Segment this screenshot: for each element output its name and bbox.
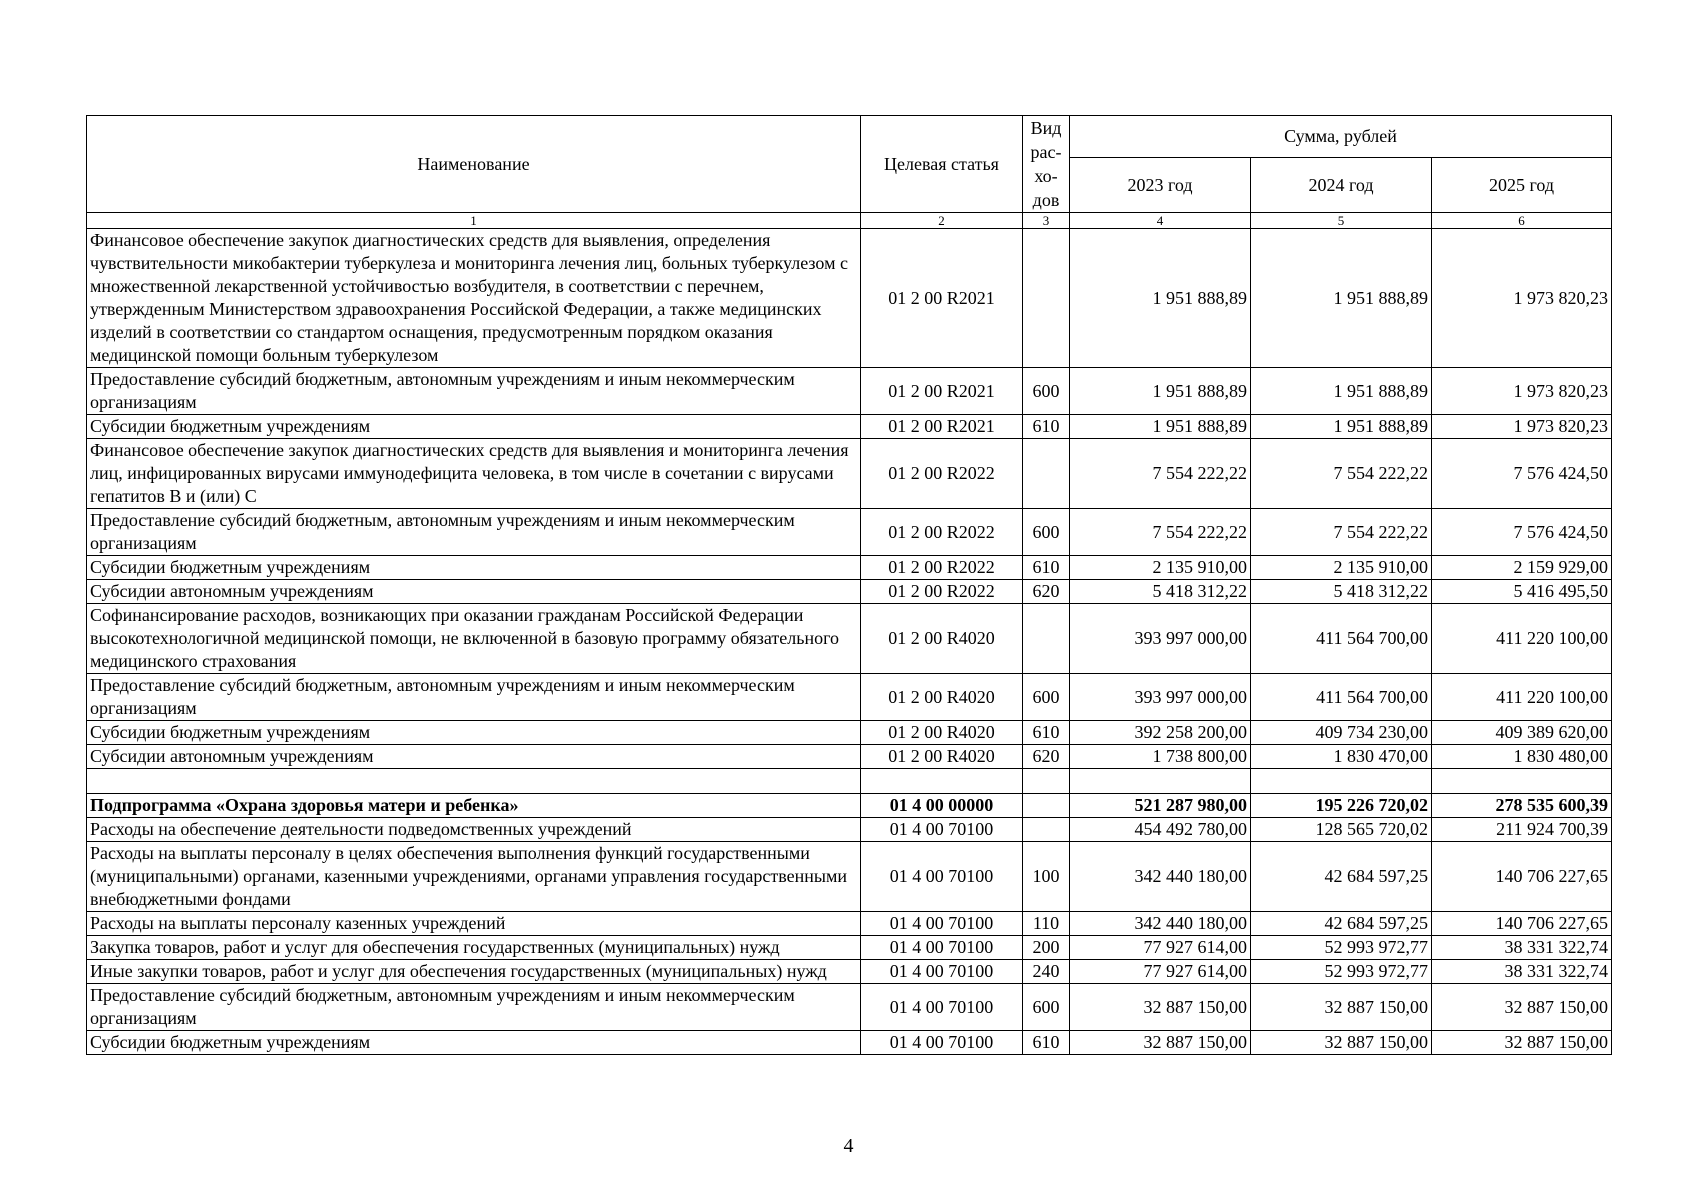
row-sum-2023: 392 258 200,00 [1070, 721, 1251, 745]
row-sum-2023: 342 440 180,00 [1070, 912, 1251, 936]
row-sum-2023: 7 554 222,22 [1070, 439, 1251, 509]
column-number-row [87, 213, 1612, 229]
table-row [87, 509, 1612, 556]
row-sum-2025: 7 576 424,50 [1432, 439, 1612, 509]
row-expense-type: 620 [1023, 580, 1070, 604]
header-year-2023: 2023 год [1070, 158, 1251, 213]
row-sum-2025: 140 706 227,65 [1432, 842, 1612, 912]
column-number: 6 [1432, 213, 1612, 229]
row-target-article: 01 2 00 R2021 [861, 229, 1023, 368]
row-name: Расходы на обеспечение деятельности подведомственных учреждений [87, 818, 861, 842]
row-sum-2023: 77 927 614,00 [1070, 960, 1251, 984]
row-expense-type: 610 [1023, 415, 1070, 439]
table-row [87, 604, 1612, 674]
header-sum: Сумма, рублей [1070, 116, 1612, 158]
table-row [87, 368, 1612, 415]
row-sum-2024: 409 734 230,00 [1251, 721, 1432, 745]
row-sum-2025: 7 576 424,50 [1432, 509, 1612, 556]
row-target-article: 01 2 00 R2022 [861, 509, 1023, 556]
page-number: 4 [843, 1135, 854, 1157]
row-target-article: 01 2 00 R2022 [861, 556, 1023, 580]
column-number: 4 [1070, 213, 1251, 229]
row-sum-2025: 409 389 620,00 [1432, 721, 1612, 745]
row-sum-2025: 1 973 820,23 [1432, 368, 1612, 415]
table-row [87, 960, 1612, 984]
row-target-article: 01 2 00 R4020 [861, 721, 1023, 745]
row-sum-2023: 1 951 888,89 [1070, 229, 1251, 368]
row-sum-2023 [1070, 769, 1251, 794]
table-row [87, 229, 1612, 368]
row-target-article [861, 769, 1023, 794]
column-number: 1 [87, 213, 861, 229]
table-row [87, 580, 1612, 604]
row-expense-type: 600 [1023, 509, 1070, 556]
row-sum-2025: 1 973 820,23 [1432, 415, 1612, 439]
header-expense-type: Вид рас-хо-дов [1023, 116, 1070, 213]
row-expense-type: 100 [1023, 842, 1070, 912]
row-expense-type: 610 [1023, 1031, 1070, 1055]
table-row [87, 984, 1612, 1031]
column-number: 3 [1023, 213, 1070, 229]
row-sum-2024: 411 564 700,00 [1251, 604, 1432, 674]
table-row [87, 818, 1612, 842]
row-sum-2024: 42 684 597,25 [1251, 842, 1432, 912]
row-name: Предоставление субсидий бюджетным, автономным учреждениям и иным некоммерческим организациям [87, 674, 861, 721]
row-name: Расходы на выплаты персоналу казенных учреждений [87, 912, 861, 936]
row-expense-type: 620 [1023, 745, 1070, 769]
row-sum-2025: 411 220 100,00 [1432, 674, 1612, 721]
row-name: Субсидии бюджетным учреждениям [87, 1031, 861, 1055]
table-body [87, 229, 1612, 1055]
row-sum-2024: 411 564 700,00 [1251, 674, 1432, 721]
row-target-article: 01 2 00 R2022 [861, 580, 1023, 604]
row-expense-type: 600 [1023, 674, 1070, 721]
row-sum-2025: 1 973 820,23 [1432, 229, 1612, 368]
header-target-article: Целевая статья [861, 116, 1023, 213]
table-row [87, 1031, 1612, 1055]
budget-table [86, 115, 1612, 1055]
row-sum-2023: 521 287 980,00 [1070, 794, 1251, 818]
table-row [87, 721, 1612, 745]
row-sum-2024: 7 554 222,22 [1251, 509, 1432, 556]
row-expense-type [1023, 604, 1070, 674]
header-name: Наименование [87, 116, 861, 213]
row-sum-2023: 454 492 780,00 [1070, 818, 1251, 842]
row-expense-type: 600 [1023, 368, 1070, 415]
row-sum-2024: 128 565 720,02 [1251, 818, 1432, 842]
row-sum-2023: 393 997 000,00 [1070, 674, 1251, 721]
row-target-article: 01 4 00 70100 [861, 984, 1023, 1031]
row-name: Субсидии бюджетным учреждениям [87, 415, 861, 439]
column-number: 2 [861, 213, 1023, 229]
row-name: Подпрограмма «Охрана здоровья матери и ребенка» [87, 794, 861, 818]
row-sum-2024: 52 993 972,77 [1251, 960, 1432, 984]
table-row [87, 556, 1612, 580]
row-sum-2024: 1 951 888,89 [1251, 368, 1432, 415]
row-sum-2025: 38 331 322,74 [1432, 936, 1612, 960]
row-expense-type [1023, 794, 1070, 818]
row-name: Субсидии бюджетным учреждениям [87, 556, 861, 580]
row-sum-2023: 5 418 312,22 [1070, 580, 1251, 604]
row-name: Субсидии автономным учреждениям [87, 580, 861, 604]
row-sum-2024: 52 993 972,77 [1251, 936, 1432, 960]
row-sum-2025: 32 887 150,00 [1432, 1031, 1612, 1055]
row-sum-2024: 32 887 150,00 [1251, 984, 1432, 1031]
row-target-article: 01 4 00 70100 [861, 1031, 1023, 1055]
row-sum-2025: 38 331 322,74 [1432, 960, 1612, 984]
row-target-article: 01 2 00 R4020 [861, 674, 1023, 721]
row-expense-type [1023, 439, 1070, 509]
row-name: Предоставление субсидий бюджетным, автономным учреждениям и иным некоммерческим организациям [87, 509, 861, 556]
row-expense-type: 240 [1023, 960, 1070, 984]
row-target-article: 01 4 00 70100 [861, 912, 1023, 936]
row-name: Финансовое обеспечение закупок диагностических средств для выявления, определения чувствительности микобактерии туберкулеза и мониторинга лечения лиц, больных туберкулезом с множественной лекарственной устойчивостью возбудителя, в соответствии с перечнем, утвержденным Министерством здравоохранения Российской Федерации, а также медицинских изделий в соответствии со стандартом оснащения, предусмотренным порядком оказания медицинской помощи больным туберкулезом [87, 229, 861, 368]
row-sum-2025: 32 887 150,00 [1432, 984, 1612, 1031]
row-sum-2025: 211 924 700,39 [1432, 818, 1612, 842]
row-sum-2023: 2 135 910,00 [1070, 556, 1251, 580]
table-row [87, 674, 1612, 721]
table-row [87, 769, 1612, 794]
column-number: 5 [1251, 213, 1432, 229]
row-expense-type: 200 [1023, 936, 1070, 960]
row-name: Предоставление субсидий бюджетным, автономным учреждениям и иным некоммерческим организациям [87, 368, 861, 415]
row-sum-2025: 411 220 100,00 [1432, 604, 1612, 674]
row-name: Финансовое обеспечение закупок диагностических средств для выявления и мониторинга лечения лиц, инфицированных вирусами иммунодефицита человека, в том числе в сочетании с вирусами гепатитов B и (или) C [87, 439, 861, 509]
row-sum-2023: 7 554 222,22 [1070, 509, 1251, 556]
row-name: Закупка товаров, работ и услуг для обеспечения государственных (муниципальных) нужд [87, 936, 861, 960]
row-name: Расходы на выплаты персоналу в целях обеспечения выполнения функций государственными (муниципальными) органами, казенными учреждениями, органами управления государственными внебюджетными фондами [87, 842, 861, 912]
row-name: Иные закупки товаров, работ и услуг для обеспечения государственных (муниципальных) нужд [87, 960, 861, 984]
row-sum-2025: 140 706 227,65 [1432, 912, 1612, 936]
row-sum-2024 [1251, 769, 1432, 794]
row-expense-type: 600 [1023, 984, 1070, 1031]
row-target-article: 01 4 00 70100 [861, 842, 1023, 912]
row-target-article: 01 4 00 70100 [861, 818, 1023, 842]
row-target-article: 01 2 00 R2021 [861, 415, 1023, 439]
row-sum-2024: 1 951 888,89 [1251, 415, 1432, 439]
table-row [87, 415, 1612, 439]
row-sum-2025: 5 416 495,50 [1432, 580, 1612, 604]
table-row [87, 936, 1612, 960]
row-sum-2024: 5 418 312,22 [1251, 580, 1432, 604]
header-year-2024: 2024 год [1251, 158, 1432, 213]
row-target-article: 01 2 00 R4020 [861, 604, 1023, 674]
row-sum-2024: 32 887 150,00 [1251, 1031, 1432, 1055]
row-sum-2023: 32 887 150,00 [1070, 984, 1251, 1031]
row-target-article: 01 2 00 R2021 [861, 368, 1023, 415]
table-row [87, 439, 1612, 509]
row-sum-2023: 32 887 150,00 [1070, 1031, 1251, 1055]
row-sum-2024: 7 554 222,22 [1251, 439, 1432, 509]
row-name: Субсидии автономным учреждениям [87, 745, 861, 769]
row-sum-2025: 1 830 480,00 [1432, 745, 1612, 769]
row-expense-type: 610 [1023, 721, 1070, 745]
row-sum-2024: 1 830 470,00 [1251, 745, 1432, 769]
row-name: Предоставление субсидий бюджетным, автономным учреждениям и иным некоммерческим организациям [87, 984, 861, 1031]
table-row [87, 794, 1612, 818]
row-sum-2025 [1432, 769, 1612, 794]
row-target-article: 01 2 00 R2022 [861, 439, 1023, 509]
row-name: Софинансирование расходов, возникающих при оказании гражданам Российской Федерации высокотехнологичной медицинской помощи, не включенной в базовую программу обязательного медицинского страхования [87, 604, 861, 674]
row-sum-2023: 77 927 614,00 [1070, 936, 1251, 960]
row-expense-type [1023, 229, 1070, 368]
row-sum-2024: 195 226 720,02 [1251, 794, 1432, 818]
row-sum-2024: 2 135 910,00 [1251, 556, 1432, 580]
table-row [87, 745, 1612, 769]
row-sum-2023: 342 440 180,00 [1070, 842, 1251, 912]
row-expense-type: 610 [1023, 556, 1070, 580]
header-year-2025: 2025 год [1432, 158, 1612, 213]
row-expense-type [1023, 769, 1070, 794]
row-target-article: 01 4 00 70100 [861, 936, 1023, 960]
row-name [87, 769, 861, 794]
row-target-article: 01 4 00 00000 [861, 794, 1023, 818]
row-sum-2024: 42 684 597,25 [1251, 912, 1432, 936]
row-target-article: 01 2 00 R4020 [861, 745, 1023, 769]
table-row [87, 912, 1612, 936]
row-sum-2024: 1 951 888,89 [1251, 229, 1432, 368]
row-expense-type [1023, 818, 1070, 842]
row-sum-2023: 1 738 800,00 [1070, 745, 1251, 769]
row-sum-2023: 1 951 888,89 [1070, 415, 1251, 439]
row-sum-2025: 278 535 600,39 [1432, 794, 1612, 818]
row-expense-type: 110 [1023, 912, 1070, 936]
row-sum-2025: 2 159 929,00 [1432, 556, 1612, 580]
row-name: Субсидии бюджетным учреждениям [87, 721, 861, 745]
table-row [87, 842, 1612, 912]
row-sum-2023: 1 951 888,89 [1070, 368, 1251, 415]
row-sum-2023: 393 997 000,00 [1070, 604, 1251, 674]
row-target-article: 01 4 00 70100 [861, 960, 1023, 984]
